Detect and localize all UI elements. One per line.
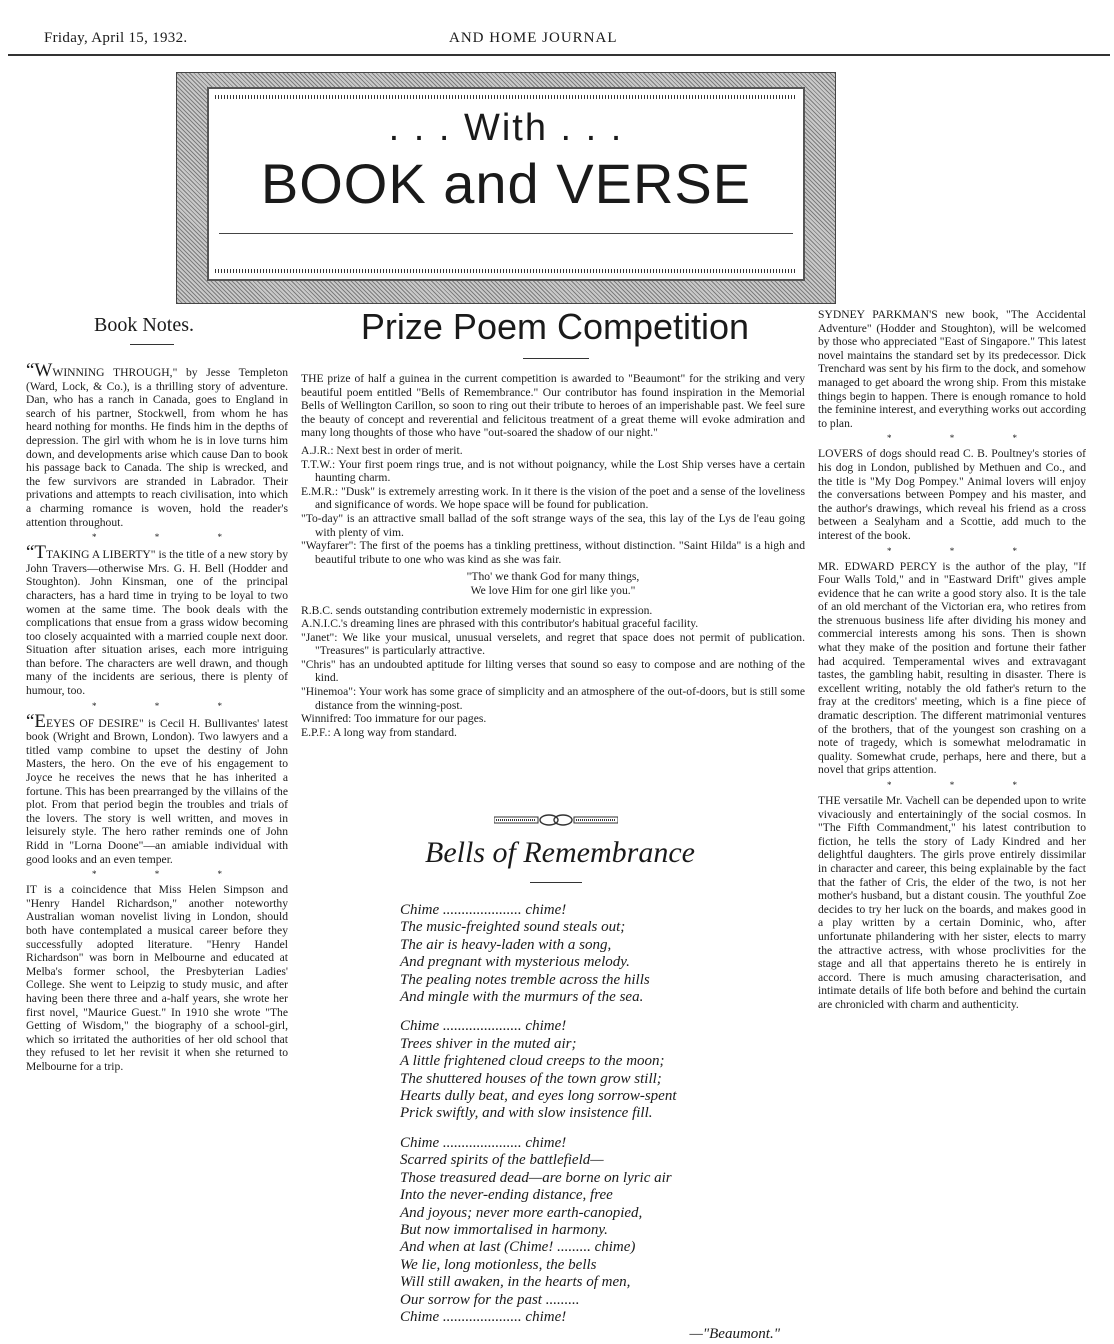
prize-note: E.P.F.: A long way from standard. bbox=[301, 725, 457, 739]
poem-line: We lie, long motionless, the bells bbox=[400, 1256, 597, 1273]
prize-title: Prize Poem Competition bbox=[360, 306, 750, 347]
section-banner bbox=[176, 72, 836, 304]
poem-line: Chime ..................... chime! bbox=[400, 902, 567, 918]
poem-line: But now immortalised in harmony. bbox=[400, 1221, 608, 1238]
prize-note: "Janet": We like your musical, unusual verselets, and regret that space does not permit of publication. "Treasures" is particularly attractive. bbox=[301, 630, 805, 658]
poem-line: Will still awaken, in the hearts of men, bbox=[400, 1274, 631, 1291]
separator-stars: * * * bbox=[92, 869, 250, 880]
poem-line: Our sorrow for the past ......... bbox=[400, 1291, 580, 1308]
banner-rule bbox=[219, 233, 793, 234]
book-notes-rule bbox=[130, 344, 174, 345]
prize-note: A.N.I.C.'s dreaming lines are phrased with this contributor's habitual graceful facility. bbox=[301, 617, 699, 631]
book-note-parkman: SYDNEY PARKMAN'S new book, "The Accidental Adventure" (Hodder and Stoughton), will be welcomed by those who appreciated "East of Singapore." This latest novel maintains the standard set by its predecessor. Dick Trenchard was sent by his firm to the dock, and somehow managed to get aboard the wrong ship. From this mistake things begin to happen. There is enough romance to hold the feminine interest, and everything works out according to plan. bbox=[818, 308, 1086, 430]
book-note-dogs: LOVERS of dogs should read C. B. Poultney's stories of his dog in London, published by Methuen and Co., and the title is "My Dog Pompey." Animal lovers will enjoy the conversations between Pompey and his master, and the author's drawings, which reveal his friend as a cross between a Sealyham and a Scottie, add much to the interest of the book. bbox=[818, 447, 1086, 542]
book-note-richardson: IT is a coincidence that Miss Helen Simpson and "Henry Handel Richardson," another noteworthy Australian woman novelist living in London, should both have contemplated a musical career before they successfully adopted literature. "Henry Handel Richardson" was born in Melbourne and educated at Melba's former school, the Presbyterian Ladies' College. She went to Leipzig to study music, and after having been there three and a-half years, she wrote her first novel, "Maurice Guest." In 1910 she wrote "The Getting of Wisdom," the biography of a school-girl, which so irritated the authorities of her old school that they refused to let her revisit it when she returned to Melbourne for a trip. bbox=[26, 883, 288, 1073]
separator-stars: * * * bbox=[887, 780, 1045, 790]
book-notes-title: Book Notes. bbox=[94, 314, 194, 336]
poem-line: Prick swiftly, and with slow insistence fill. bbox=[400, 1105, 653, 1122]
quote-line: "Tho' we thank God for many things, bbox=[466, 570, 640, 584]
poem-line: And pregnant with mysterious melody. bbox=[400, 954, 630, 971]
banner-with: . . . With . . . bbox=[388, 107, 624, 149]
poem-line: The air is heavy-laden with a song, bbox=[400, 936, 612, 953]
page-header bbox=[44, 30, 1104, 50]
ornament-divider-icon bbox=[494, 814, 618, 826]
prize-rule bbox=[523, 358, 589, 359]
poem-line: The music-freighted sound steals out; bbox=[400, 919, 626, 936]
prize-note: "Wayfarer": The first of the poems has a tinkling prettiness, without distinction. "Saint Hilda" is a high and beautiful tribute to one who was kind as she was fair. bbox=[301, 539, 805, 566]
book-note-eyes-of-desire: “EEYES OF DESIRE" is Cecil H. Bullivantes' latest book (Wright and Brown, London). Two lawyers and a titled vamp combine to upset the destiny of John Masters, the hero. On the eve of his engagement to Joyce he receives the news that he has inherited a fortune. This has been prearranged by the villains of the plot. From that period begin the troubles and trials of the lovers. The story is well written, and moves in leisurely style. The hero rather reminds one of John Ridd in "Lorna Doone"—an amiable individual with good looks and an even temper. bbox=[26, 710, 288, 866]
poem-rule bbox=[530, 882, 582, 883]
prize-note: Winnifred: Too immature for our pages. bbox=[301, 712, 487, 726]
poem-line: The shuttered houses of the town grow still; bbox=[400, 1070, 662, 1087]
prize-note: T.T.W.: Your first poem rings true, and is not without poignancy, while the Lost Ship verses have a certain haunting charm. bbox=[301, 457, 805, 485]
separator-stars: * * * bbox=[887, 545, 1045, 556]
separator-stars: * * * bbox=[92, 532, 250, 543]
prize-note: "To-day" is an attractive small ballad of the soft strange ways of the sea, this lay of the Lys de l'eau going with plenty of vim. bbox=[301, 511, 805, 539]
prize-note: E.M.R.: "Dusk" is extremely arresting work. In it there is the vision of the poet and a sense of the loveliness and significance of words. We hope space will be found for publication. bbox=[301, 484, 805, 512]
banner-title: BOOK and VERSE bbox=[260, 152, 752, 215]
paper-name: AND HOME JOURNAL bbox=[449, 30, 618, 46]
prize-quote bbox=[301, 570, 805, 597]
prize-note: "Chris" has an undoubted aptitude for lilting verses that sound so easy to compose and are nothing of the kind. bbox=[301, 657, 805, 685]
issue-date: Friday, April 15, 1932. bbox=[44, 30, 188, 46]
poem-line: Trees shiver in the muted air; bbox=[400, 1035, 577, 1052]
book-note-winning-through: “WWINNING THROUGH," by Jesse Templeton (Ward, Lock, & Co.), is a thrilling story of adventure. Dan, who has a ranch in Canada, goes to England in search of his partner, Stockwell, from whom he has heard nothing for months. He finds him in the depths of depression. The girl with whom he is in love turns him down, and developments arise which cause Dan to book his passage back to Canada. The ship is wrecked, and the few survivors are stranded in Labrador. Their privations and attempts to reach civilisation, into which a charming romance is woven, hold the reader's attention throughout. bbox=[26, 360, 288, 529]
poem-line: A little frightened cloud creeps to the moon; bbox=[400, 1053, 665, 1070]
book-note-percy: MR. EDWARD PERCY is the author of the play, "If Four Walls Told," and in "Eastward Drift" gives ample evidence that he can write a good story also. It is the tale of an old merchant of the Victorian era, who retires from the strenuous business life after dividing his money and commercial interests among his sons. Then is shown what they make of the position and fortune their father had acquired. Temperamental wives and extravagant tastes, the gambling habit, resulting in disaster. There is excellent writing, notably the old father's return to the fray at the creditors' meeting, which is a fine piece of dramatic description. The different matrimonial ventures of the brothers, that of the youngest son crashing on a note of tragedy, which is somewhat melodramatic in quality. Somewhat crude, perhaps, here and there, but a novel that grips attention. bbox=[818, 559, 1086, 777]
right-column bbox=[818, 308, 1086, 1016]
poem-line: Into the never-ending distance, free bbox=[400, 1187, 613, 1204]
poem-title: Bells of Remembrance bbox=[425, 836, 695, 869]
separator-stars: * * * bbox=[92, 700, 250, 711]
separator-stars: * * * bbox=[887, 433, 1045, 444]
prize-column bbox=[301, 372, 805, 739]
prize-intro: THE prize of half a guinea in the current competition is awarded to "Beaumont" for the striking and very beautiful poem entitled "Bells of Remembrance." Our contributor has found inspiration in the Memorial Bells of Wellington Carillon, so soon to ring out their tribute to heroes of an imperishable past. We feel sure the beauty of concept and reverential and felicitous treatment of a great theme will evoke admiration and many long thoughts of those who have "out-soared the shadow of our night." bbox=[301, 372, 805, 440]
poem-line: The pealing notes tremble across the hills bbox=[400, 971, 650, 988]
poem-line: Chime ..................... chime! bbox=[400, 1134, 567, 1151]
poem-signature: —"Beaumont." bbox=[689, 1326, 780, 1343]
poem-line: Chime ..................... chime! bbox=[400, 1018, 567, 1035]
poem-line: And when at last (Chime! ......... chime) bbox=[400, 1239, 636, 1256]
poem-body bbox=[400, 902, 780, 1344]
poem-line: Those treasured dead—are borne on lyric air bbox=[400, 1169, 672, 1186]
prize-note: "Hinemoa": Your work has some grace of simplicity and an atmosphere of the out-of-doors, but is still some distance from the winning-post. bbox=[301, 685, 805, 712]
poem-line: Hearts dully beat, and eyes long sorrow-spent bbox=[400, 1088, 677, 1105]
prize-note: A.J.R.: Next best in order of merit. bbox=[301, 443, 463, 457]
poem-line: And mingle with the murmurs of the sea. bbox=[400, 989, 644, 1006]
poem-line: And joyous; never more earth-canopied, bbox=[400, 1204, 643, 1221]
header-rule bbox=[8, 54, 1110, 56]
banner-panel bbox=[207, 87, 805, 281]
quote-line: We love Him for one girl like you." bbox=[470, 583, 636, 597]
book-notes-column bbox=[26, 360, 288, 1078]
book-note-taking-a-liberty: “TTAKING A LIBERTY" is the title of a new story by John Travers—otherwise Mrs. G. H. Bell (Hodder and Stoughton). John Kinsman, one of the principal characters, has a hard time in trying to be loyal to two women at the same time. The book deals with the complications that ensue from a grass widow becoming too closely acquainted with a married couple next door. Situation after situation arises, each more intriguing than before. The characters are well drawn, and though many of the incidents are serious, there is plenty of humour, too. bbox=[26, 542, 288, 698]
poem-line: Scarred spirits of the battlefield— bbox=[400, 1152, 604, 1169]
prize-note: R.B.C. sends outstanding contribution extremely modernistic in expression. bbox=[301, 603, 653, 617]
book-note-vachell: THE versatile Mr. Vachell can be depended upon to write vivaciously and entertainingly of the social cosmos. In "The Fifth Commandment," his latest contribution to fiction, he tells the story of Lady Kindred and her delightful daughters. The girls prove entirely dissimilar in character and career, this being explainable by the fact that the father of Cris, the elder of the two, is not her mother's husband, but a distant cousin. The youthful Zoe decides to try her luck on the boards, and makes good in a play written by a certain Dominic, who, after unfortunate philandering with her sister, elects to marry the attractive actress, with whose proclivities for the stage and all that appertains thereto he is entirely in accord. There is much amusing characterisation, and intimate details of life both before and behind the curtain are chronicled with charm and authenticity. bbox=[818, 794, 1086, 1011]
poem-line: Chime ..................... chime! bbox=[400, 1308, 567, 1325]
